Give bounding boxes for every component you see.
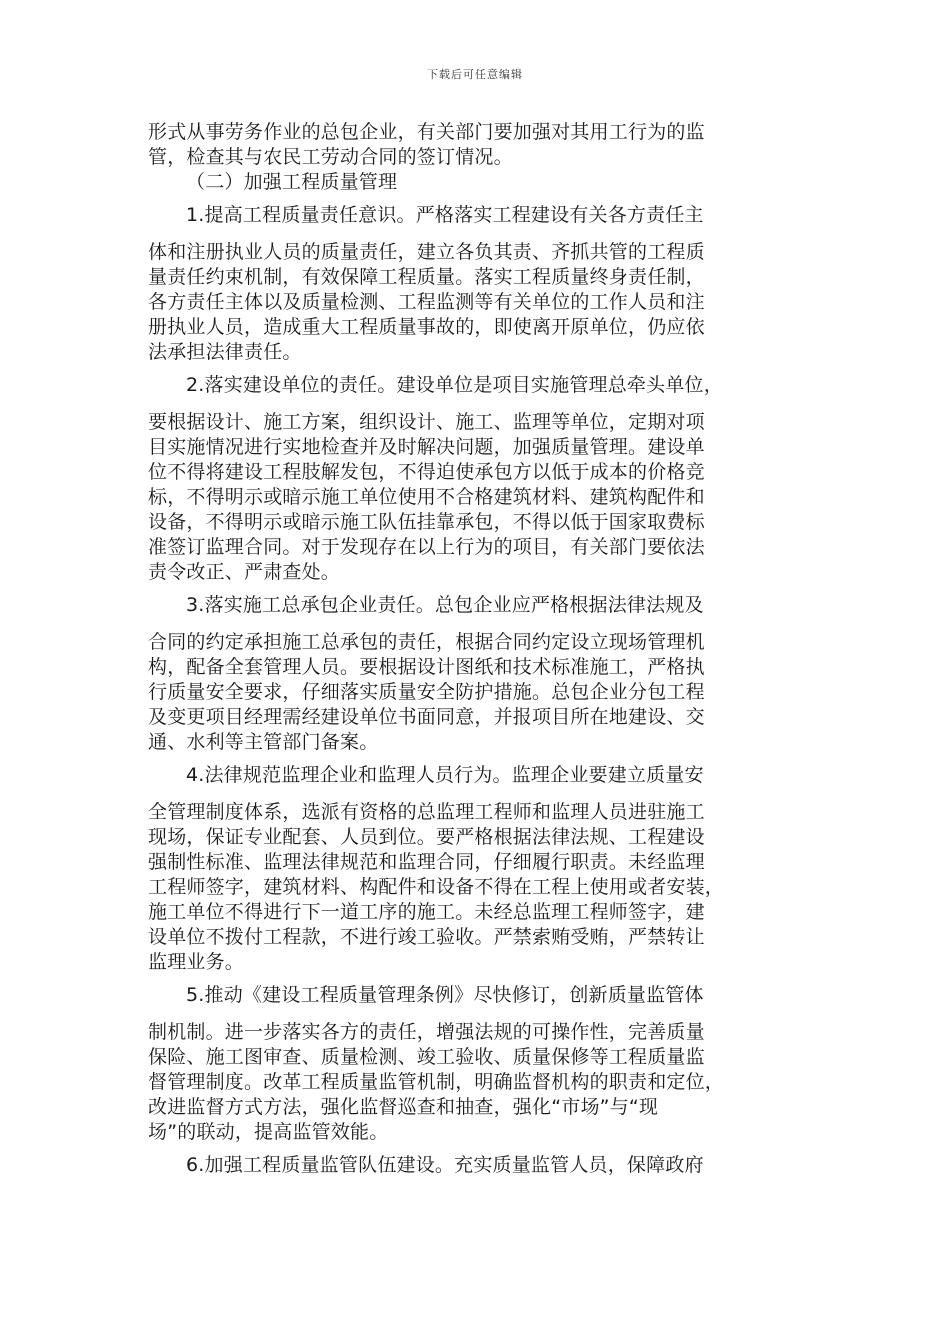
text-line: 保险、施工图审查、质量检测、竣工验收、质量保修等工程质量监 [148, 1046, 705, 1068]
section-heading-text: （二）加强工程质量管理 [186, 171, 398, 193]
text-line: 全管理制度体系，选派有资格的总监理工程师和监理人员进驻施工 [148, 801, 705, 823]
text-line: 6.加强工程质量监管队伍建设。充实质量监管人员，保障政府 [186, 1154, 704, 1176]
text-line: 4.法律规范监理企业和监理人员行为。监理企业要建立质量安 [186, 764, 704, 786]
text-line: 场”的联动，提高监管效能。 [148, 1121, 389, 1143]
text-line: 法承担法律责任。 [148, 341, 302, 363]
text-line: 设单位不拨付工程款，不进行竣工验收。严禁索贿受贿，严禁转让 [148, 926, 705, 948]
paragraph [148, 1153, 804, 1178]
page-header: 下载后可任意编辑 [427, 68, 523, 81]
text-line: 督管理制度。改革工程质量监管机制，明确监督机构的职责和定位， [148, 1071, 725, 1093]
text-line: 准签订监理合同。对于发现存在以上行为的项目，有关部门要依法 [148, 536, 705, 558]
text-line: 及变更项目经理需经建设单位书面同意，并报项目所在地建设、交 [148, 706, 705, 728]
text-line: 设备，不得明示或暗示施工队伍挂靠承包，不得以低于国家取费标 [148, 511, 705, 533]
paragraph [148, 373, 804, 585]
text-line: 行质量安全要求，仔细落实质量安全防护措施。总包企业分包工程 [148, 681, 705, 703]
text-line: 强制性标准、监理法律规范和监理合同，仔细履行职责。未经监理 [148, 851, 705, 873]
text-line: 位不得将建设工程肢解发包，不得迫使承包方以低于成本的价格竞 [148, 461, 705, 483]
text-line: 各方责任主体以及质量检测、工程监测等有关单位的工作人员和注 [148, 291, 705, 313]
document-body [148, 120, 804, 1178]
text-line: 工程师签字，建筑材料、构配件和设备不得在工程上使用或者安装， [148, 876, 725, 898]
text-line: 施工单位不得进行下一道工序的施工。未经总监理工程师签字，建 [148, 901, 705, 923]
text-line: 1.提高工程质量责任意识。严格落实工程建设有关各方责任主 [186, 204, 704, 226]
text-line: 现场，保证专业配套、人员到位。要严格根据法律法规、工程建设 [148, 826, 705, 848]
paragraph [148, 763, 804, 975]
text-line: 通、水利等主管部门备案。 [148, 731, 379, 753]
text-line: 责令改正、严肃查处。 [148, 561, 341, 583]
text-line: 标，不得明示或暗示施工单位使用不合格建筑材料、建筑构配件和 [148, 486, 705, 508]
text-line: 体和注册执业人员的质量责任，建立各负其责、齐抓共管的工程质 [148, 241, 705, 263]
section-heading [148, 170, 804, 195]
paragraph [148, 983, 804, 1145]
text-line: 册执业人员，造成重大工程质量事故的，即使离开原单位，仍应依 [148, 316, 705, 338]
text-line: 改进监督方式方法，强化监督巡查和抽查，强化“市场”与“现 [148, 1096, 659, 1118]
text-line: 制机制。进一步落实各方的责任，增强法规的可操作性，完善质量 [148, 1021, 705, 1043]
text-line: 5.推动《建设工程质量管理条例》尽快修订，创新质量监管体 [186, 984, 704, 1006]
text-line: 构，配备全套管理人员。要根据设计图纸和技术标准施工，严格执 [148, 656, 705, 678]
text-line: 量责任约束机制，有效保障工程质量。落实工程质量终身责任制， [148, 266, 705, 288]
text-line: 形式从事劳务作业的总包企业，有关部门要加强对其用工行为的监 [148, 121, 705, 143]
text-line: 要根据设计、施工方案，组织设计、施工、监理等单位，定期对项 [148, 411, 705, 433]
paragraph [148, 593, 804, 755]
text-line: 合同的约定承担施工总承包的责任，根据合同约定设立现场管理机 [148, 631, 705, 653]
text-line: 2.落实建设单位的责任。建设单位是项目实施管理总牵头单位， [186, 374, 723, 396]
paragraph [148, 203, 804, 365]
paragraph [148, 120, 804, 170]
text-line: 管，检查其与农民工劳动合同的签订情况。 [148, 146, 513, 168]
text-line: 监理业务。 [148, 951, 245, 973]
text-line: 3.落实施工总承包企业责任。总包企业应严格根据法律法规及 [186, 594, 704, 616]
text-line: 目实施情况进行实地检查并及时解决问题，加强质量管理。建设单 [148, 436, 705, 458]
